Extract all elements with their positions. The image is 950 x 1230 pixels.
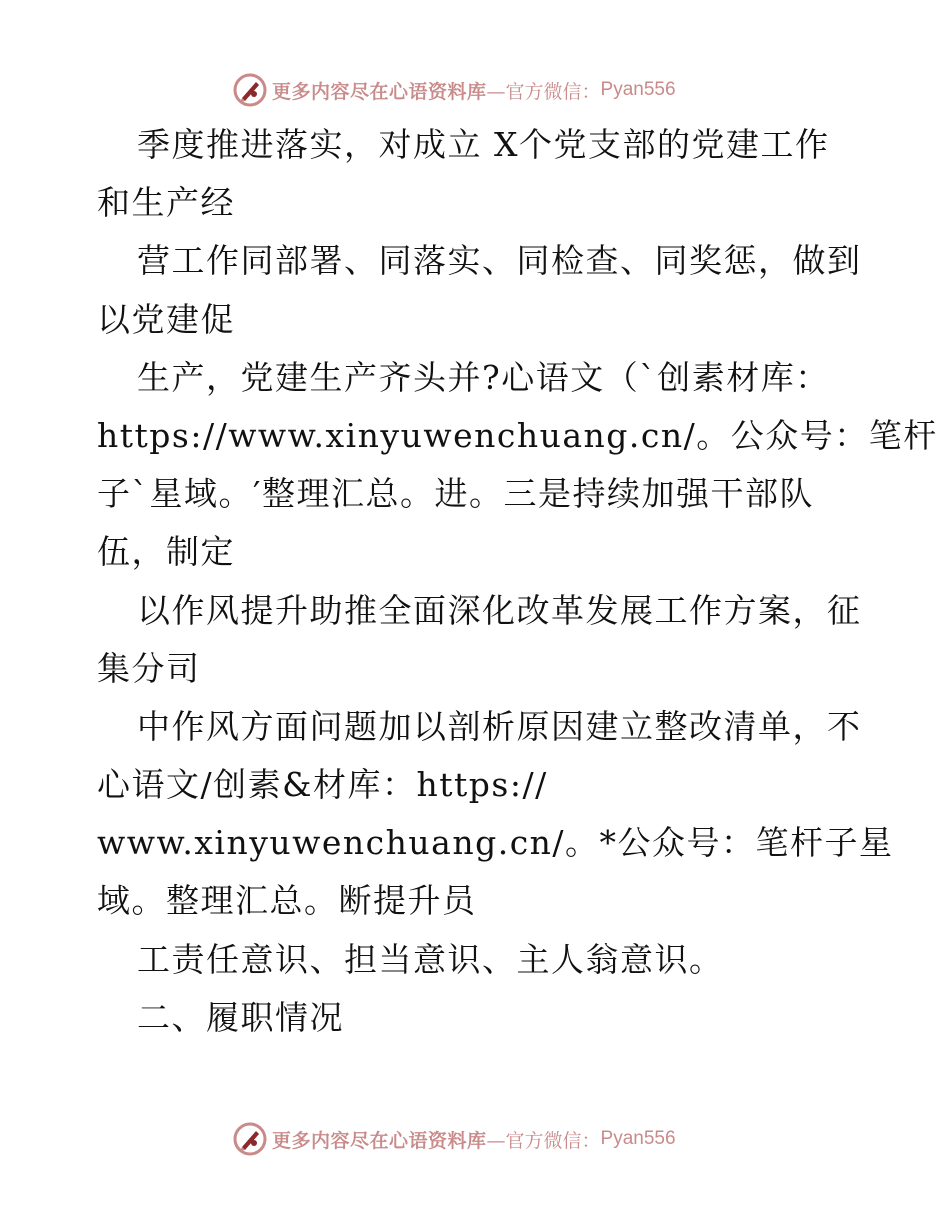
- footer-watermark: [232, 1119, 676, 1159]
- body-line: 中作风方面问题加以剖析原因建立整改清单，不: [137, 706, 862, 746]
- header-separator: —官方微信：: [486, 80, 601, 103]
- body-line: 和生产经: [97, 183, 235, 223]
- body-line: 伍，制定: [97, 532, 235, 572]
- body-line: 季度推进落实，对成立 X个党支部的党建工作: [137, 125, 830, 164]
- pen-logo-icon: [232, 72, 268, 108]
- body-line: 集分司: [97, 648, 201, 688]
- header-wechat-id: Pyan556: [600, 79, 676, 100]
- header-site-text: 更多内容尽在心语资料库: [272, 80, 487, 103]
- body-line: https://www.xinyuwenchuang.cn/。公众号：笔杆: [97, 415, 938, 455]
- footer-site-text: 更多内容尽在心语资料库: [272, 1129, 487, 1152]
- body-line: www.xinyuwenchuang.cn/。*公众号：笔杆子星: [97, 823, 894, 863]
- header-watermark: [232, 70, 676, 110]
- body-line: 以作风提升助推全面深化改革发展工作方案，征: [137, 590, 862, 630]
- document-body: [97, 116, 938, 1047]
- footer-wechat-id: Pyan556: [600, 1128, 676, 1149]
- section-heading: 二、履职情况: [137, 997, 344, 1037]
- pen-logo-icon: [232, 1121, 268, 1157]
- body-line: 营工作同部署、同落实、同检查、同奖惩，做到: [137, 241, 862, 281]
- body-line: 以党建促: [97, 299, 235, 339]
- body-line: 工责任意识、担当意识、主人翁意识。: [137, 939, 724, 979]
- body-line: 子`星域。′整理汇总。进。三是持续加强干部队: [97, 474, 814, 514]
- body-line: 生产，党建生产齐头并?心语文（`创素材库：: [137, 357, 830, 397]
- footer-separator: —官方微信：: [486, 1129, 601, 1152]
- body-line: 域。整理汇总。断提升员: [97, 881, 477, 921]
- body-line: 心语文/创素&材库：https://: [97, 765, 548, 805]
